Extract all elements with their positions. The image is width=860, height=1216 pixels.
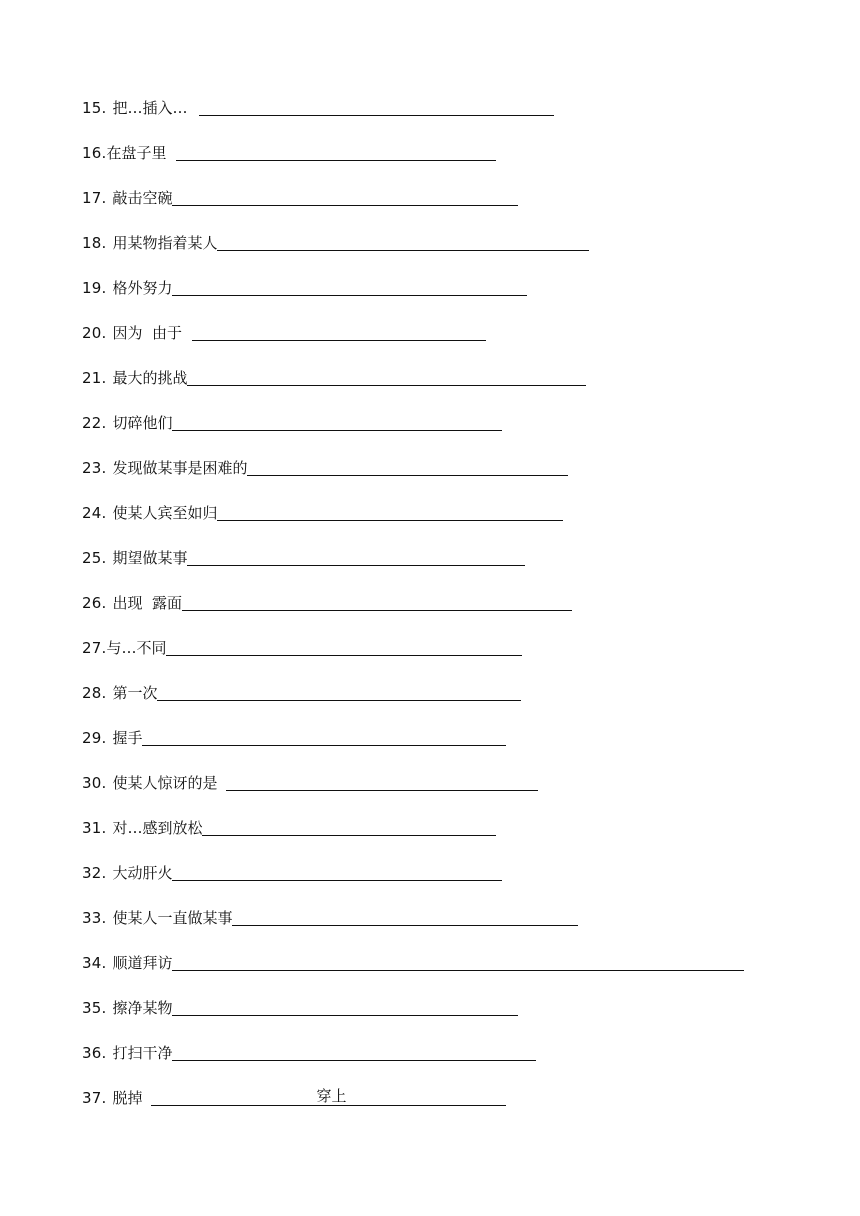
item-number: 18. [82, 234, 107, 252]
item-number: 31. [82, 819, 107, 837]
item-number: 32. [82, 864, 107, 882]
item-phrase: 大动肝火 [112, 864, 173, 882]
item-number: 16. [82, 144, 107, 162]
answer-blank[interactable] [172, 412, 502, 431]
item-18 [82, 225, 589, 253]
answer-blank[interactable] [187, 547, 525, 566]
item-32 [82, 855, 502, 883]
item-31 [82, 810, 496, 838]
item-number: 15. [82, 99, 107, 117]
item-15 [82, 90, 554, 118]
answer-blank[interactable] [172, 952, 744, 971]
item-phrase: 对…感到放松 [112, 819, 203, 837]
item-phrase: 因为 由于 [112, 324, 183, 342]
item-number: 34. [82, 954, 107, 972]
item-phrase: 擦净某物 [112, 999, 173, 1017]
answer-blank[interactable] [247, 457, 568, 476]
item-36 [82, 1035, 536, 1063]
item-number: 19. [82, 279, 107, 297]
item-phrase: 在盘子里 [106, 144, 167, 162]
item-phrase: 与…不同 [106, 639, 167, 657]
item-30 [82, 765, 538, 793]
item-phrase: 出现 露面 [112, 594, 183, 612]
item-26 [82, 585, 572, 613]
item-number: 28. [82, 684, 107, 702]
item-phrase: 脱掉 [112, 1089, 143, 1107]
item-phrase: 发现做某事是困难的 [112, 459, 248, 477]
answer-blank[interactable] [217, 232, 589, 251]
item-33 [82, 900, 578, 928]
item-23 [82, 450, 568, 478]
item-27 [82, 630, 522, 658]
item-34 [82, 945, 744, 973]
answer-blank[interactable] [166, 637, 522, 656]
item-number: 30. [82, 774, 107, 792]
item-37 [82, 1080, 506, 1108]
item-20 [82, 315, 486, 343]
item-number: 24. [82, 504, 107, 522]
answer-blank[interactable] [151, 1087, 506, 1106]
second-phrase: 穿上 [316, 1087, 347, 1105]
item-16 [82, 135, 496, 163]
item-19 [82, 270, 527, 298]
item-number: 29. [82, 729, 107, 747]
item-number: 22. [82, 414, 107, 432]
answer-blank[interactable] [192, 322, 486, 341]
answer-blank[interactable] [217, 502, 563, 521]
answer-blank[interactable] [176, 142, 496, 161]
item-number: 33. [82, 909, 107, 927]
item-phrase: 第一次 [112, 684, 158, 702]
item-phrase: 把…插入… [112, 99, 188, 117]
item-21 [82, 360, 586, 388]
item-phrase: 使某人一直做某事 [112, 909, 233, 927]
item-number: 26. [82, 594, 107, 612]
answer-blank[interactable] [182, 592, 572, 611]
item-phrase: 格外努力 [112, 279, 173, 297]
item-22 [82, 405, 502, 433]
item-number: 17. [82, 189, 107, 207]
answer-blank[interactable] [172, 862, 502, 881]
item-phrase: 握手 [112, 729, 143, 747]
item-phrase: 最大的挑战 [112, 369, 188, 387]
item-25 [82, 540, 525, 568]
answer-blank[interactable] [172, 997, 518, 1016]
item-phrase: 切碎他们 [112, 414, 173, 432]
answer-blank[interactable] [142, 727, 506, 746]
item-phrase: 顺道拜访 [112, 954, 173, 972]
item-number: 36. [82, 1044, 107, 1062]
answer-blank[interactable] [226, 772, 538, 791]
item-35 [82, 990, 518, 1018]
item-number: 25. [82, 549, 107, 567]
item-number: 20. [82, 324, 107, 342]
answer-blank[interactable] [232, 907, 578, 926]
answer-blank[interactable] [172, 1042, 536, 1061]
answer-blank[interactable] [172, 187, 518, 206]
item-28 [82, 675, 521, 703]
answer-blank[interactable] [199, 97, 554, 116]
item-24 [82, 495, 563, 523]
item-number: 27. [82, 639, 107, 657]
answer-blank[interactable] [187, 367, 586, 386]
item-phrase: 敲击空碗 [112, 189, 173, 207]
answer-blank[interactable] [157, 682, 521, 701]
item-phrase: 期望做某事 [112, 549, 188, 567]
item-29 [82, 720, 506, 748]
item-17 [82, 180, 518, 208]
item-number: 35. [82, 999, 107, 1017]
item-phrase: 用某物指着某人 [112, 234, 218, 252]
item-number: 37. [82, 1089, 107, 1107]
item-number: 23. [82, 459, 107, 477]
item-phrase: 使某人惊讶的是 [112, 774, 218, 792]
item-number: 21. [82, 369, 107, 387]
answer-blank[interactable] [202, 817, 496, 836]
answer-blank[interactable] [172, 277, 527, 296]
item-phrase: 使某人宾至如归 [112, 504, 218, 522]
item-phrase: 打扫干净 [112, 1044, 173, 1062]
